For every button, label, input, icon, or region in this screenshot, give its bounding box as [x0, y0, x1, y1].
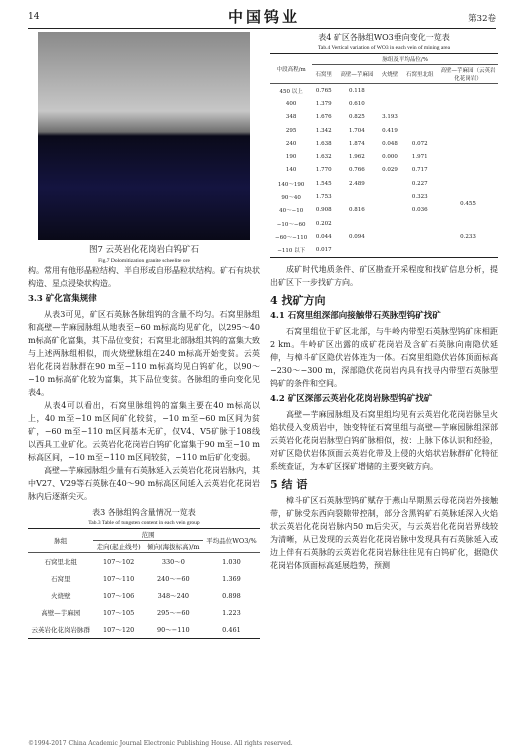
table-cell: 3.193: [382, 114, 398, 121]
table-cell: 190: [285, 154, 297, 161]
left-column: [28, 32, 260, 639]
table-row: [28, 604, 260, 621]
table-cell: [379, 190, 402, 203]
table-cell: 0.419: [382, 127, 398, 134]
table-row: [28, 587, 260, 604]
table-cell: 1.971: [411, 154, 428, 161]
table-cell: 90～40: [281, 195, 301, 202]
copyright-footer: ©1994-2017 China Academic Journal Electronic Publishing House. All rights reserved.: [28, 740, 293, 747]
table-cell: [401, 124, 438, 137]
table-cell: [379, 177, 402, 190]
table3-caption-en: Tab.3 Table of tungsten content in each vein group: [88, 520, 200, 526]
t3-header-strike: 走向(起止线号): [93, 541, 143, 553]
table-cell: 107～110: [102, 575, 135, 583]
table-cell: 140: [285, 167, 297, 174]
table-cell: [379, 244, 402, 258]
table-cell: 0.227: [411, 180, 428, 187]
table-cell: 0.717: [411, 167, 428, 174]
table-cell: 107～102: [102, 558, 135, 566]
section-heading-4-1: 4.1 石窝里组深部向接触带石英脉型钨矿找矿: [270, 310, 441, 321]
table-row: [270, 164, 498, 177]
table-cell: 1.638: [315, 140, 332, 147]
table-cell: 295: [285, 127, 297, 134]
t4-header-col: 高壁—芋麻园: [335, 65, 378, 84]
table-row: [28, 621, 260, 639]
table-cell: 1.632: [315, 154, 332, 161]
table-cell: 1.770: [315, 167, 332, 174]
right-column: [270, 32, 498, 572]
table-cell: [401, 230, 438, 243]
table-row: [270, 150, 498, 163]
table-cell: [401, 244, 438, 258]
merged-cell: 0.233: [460, 233, 476, 240]
t3-header-avg: 平均品位WO3/%: [203, 529, 260, 553]
running-header: [28, 6, 496, 29]
table-row: [270, 137, 498, 150]
table-cell: 0.765: [315, 87, 332, 94]
para-enrichment-3: 高壁—芋麻园脉组少量有石英脉延入云英岩化花岗岩脉内，其中V27、V29等石英脉在40～90 m标高区间延入云英岩化花岗岩脉内后逐渐尖灭。: [28, 466, 260, 501]
table-cell: 2.489: [349, 180, 365, 187]
page-number: 14: [28, 12, 40, 22]
para-enrichment-2: 从表4可以看出，石窝里脉组钨的富集主要在40 m标高以上，40 m至−10 m区间矿化较贫，−10 m至−60 m区间为贫矿，−60 m至−110 m区间基本无矿，仅V4、V5矿脉于108线以西具工业矿化。云英岩化花岗岩白钨矿化富集于90 m至−10 m标高区间，−10 m至−110 m区间较贫，−110 m后矿化变弱。: [28, 401, 260, 462]
table-cell: 140～190: [277, 181, 305, 188]
section-heading-4: 4 找矿方向: [270, 293, 326, 307]
table-cell: 0.048: [382, 140, 398, 147]
table-cell: [438, 84, 498, 98]
table-cell: −110 以下: [277, 248, 306, 255]
table3-caption: 表3 各脉组钨含量情况一览表: [92, 508, 196, 517]
table-cell: 90～−110: [157, 626, 190, 634]
table4-caption: 表4 矿区各脉组WO3垂向变化一览表: [318, 33, 450, 42]
table-row: [270, 97, 498, 110]
table-cell: 1.223: [222, 608, 241, 617]
table-cell: 火烧壁: [50, 592, 71, 600]
table-cell: 0.000: [382, 154, 398, 161]
para-texture: 构。常用有他形晶粒结构、半自形或自形晶粒状结构。矿石有块状构造、星点浸染状构造。: [28, 266, 260, 288]
table-cell: 0.825: [349, 114, 365, 121]
table-cell: 1.379: [315, 100, 332, 107]
para-4-2: 高壁—芋麻园脉组及石窝里组均见有云英岩化花岗岩脉呈火焰状侵入变质岩中，蚀变特征石窝里组与高壁—芋麻园脉组深部云英岩化花岗岩脉型白钨矿脉相似，按：上脉下体认识和经验，对矿区隐伏岩体顶面云英岩化带及上侵的火焰状岩脉群矿化特征系统查证，为本矿区探矿增储的主要突破方向。: [270, 409, 498, 471]
table-cell: 40～−10: [279, 208, 304, 215]
t4-header-col: 火烧壁: [379, 65, 402, 84]
t4-header-group: 脉组及平均品位/%: [312, 54, 498, 65]
ore-photo: [38, 32, 250, 240]
table-cell: [401, 217, 438, 230]
left-body: [28, 264, 260, 503]
merged-cell: 0.455: [460, 200, 476, 207]
table-cell: 1.753: [315, 194, 332, 201]
table-cell: [438, 177, 498, 190]
table4-caption-en: Tab.4 Vertical variation of WO3 in each vein of mining area: [317, 45, 451, 51]
table-cell: 107～105: [102, 609, 135, 617]
table-cell: [401, 84, 438, 98]
table-cell: [438, 150, 498, 163]
table-row: [28, 553, 260, 571]
table-cell: [379, 204, 402, 217]
table-cell: 0.610: [349, 100, 365, 107]
section-heading-5: 5 结 语: [270, 477, 308, 491]
table-cell: 0.766: [349, 167, 365, 174]
table-cell: [438, 164, 498, 177]
table-cell: 348～240: [157, 592, 189, 600]
table-cell: [401, 111, 438, 124]
right-body: [270, 263, 498, 572]
table-cell: 0.072: [411, 140, 428, 147]
table-row: [270, 111, 498, 124]
t3-header-dip: 倾向(海拔标高)/m: [144, 541, 203, 553]
table-row: [270, 217, 498, 230]
table-cell: 450 以上: [279, 88, 303, 95]
table-cell: 0.898: [222, 591, 241, 600]
table-cell: [438, 97, 498, 110]
table-cell: 高壁—芋麻园: [41, 609, 81, 617]
table-cell: [379, 230, 402, 243]
table-cell: 330～0: [161, 558, 185, 566]
table-cell: −10～−60: [276, 221, 306, 228]
table-cell: 1.874: [349, 140, 365, 147]
table-cell: 0.816: [349, 207, 365, 214]
table-cell: [438, 111, 498, 124]
table3: [28, 528, 260, 639]
t4-header-col: 石窝里北组: [401, 65, 438, 84]
table-cell: 1.962: [349, 154, 365, 161]
issue-label: 第32卷: [468, 14, 496, 24]
para-direction-intro: 成矿时代地质条件、矿区勘查开采程度和找矿信息分析，提出矿区下一步找矿方向。: [270, 264, 498, 287]
journal-title: 中国钨业: [228, 8, 301, 26]
table-row: [270, 177, 498, 190]
table-cell: 0.202: [315, 220, 332, 227]
t3-header-group: 脉组: [28, 529, 93, 553]
table-cell: 0.029: [382, 167, 398, 174]
table-cell: [379, 84, 402, 98]
table-cell: 0.094: [349, 233, 365, 240]
table-row: [270, 124, 498, 137]
table-cell: 1.342: [315, 127, 332, 134]
para-enrichment-1: 从表3可见，矿区石英脉各脉组钨的含量不均匀。石窝里脉组和高壁—芋麻园脉组从地表至−60 m标高均见矿化，以295～40 m标高矿化富集，其下品位变贫；石窝里北部脉组其钨的富集大致与上述两脉组相似，而火烧壁脉组在240 m标高开始变贫。云英岩化花岗岩脉群在90 m至−110 m标高均见白钨矿化，以90～−10 m标高矿化较为富集，其下品位变贫。各脉组的垂向变化见表4。: [28, 310, 260, 397]
t4-header-col: 高壁—芋麻园（云英岩化花岗岩）: [438, 65, 498, 84]
table-cell: [335, 190, 378, 203]
table-cell: 0.044: [315, 233, 332, 240]
table-cell: 1.545: [315, 180, 332, 187]
table-cell: 石窝里: [50, 575, 71, 583]
table-cell: [438, 124, 498, 137]
table-cell: [379, 217, 402, 230]
t4-header-col: 石窝里: [312, 65, 335, 84]
table-cell: 107～120: [102, 626, 135, 634]
table-cell: 348: [285, 114, 297, 121]
table-cell: [335, 244, 378, 258]
para-4-1: 石窝里组位于矿区北部，与牛岭内带型石英脉型钨矿床相距2 km。牛岭矿区出露的成矿花岗岩及含矿石英脉向南隐伏延伸，与樟斗矿区隐伏岩体连为一体。石窝里组隐伏岩体顶面标高−230～−300 m，深部隐伏花岗岩内具有找寻内带型石英脉型钨矿的条件和空间。: [270, 326, 498, 388]
table-cell: 295～−60: [157, 609, 190, 617]
table-cell: 1.369: [222, 574, 241, 583]
t3-header-range: 范围: [93, 529, 202, 541]
table-cell: 107～106: [102, 592, 135, 600]
table-cell: 240: [285, 140, 297, 147]
table-row: [28, 570, 260, 587]
table-cell: 400: [285, 100, 297, 107]
table-cell: 云英岩化花岗岩脉群: [31, 626, 90, 634]
table-cell: 0.461: [222, 625, 241, 634]
figure-caption: 图7 云英岩化花岗岩白钨矿石: [88, 245, 200, 255]
figure-caption-en: Fig.7 Dolomitization granite scheelite ore: [98, 258, 190, 264]
table-cell: 0.323: [411, 194, 428, 201]
t4-header-elevation: 中段高程/m: [270, 54, 312, 84]
table4: [270, 53, 498, 258]
table-cell: 0.036: [411, 207, 428, 214]
table-cell: 0.118: [349, 87, 365, 94]
table-cell: 240～−60: [157, 575, 190, 583]
section-heading-4-2: 4.2 矿区深部云英岩化花岗岩脉型钨矿找矿: [270, 393, 433, 404]
table-row: [270, 190, 498, 203]
table-cell: [438, 137, 498, 150]
section-heading-3-3: 3.3 矿化富集规律: [28, 294, 97, 304]
table-cell: 0.908: [315, 207, 332, 214]
table-cell: [379, 97, 402, 110]
table-cell: [335, 217, 378, 230]
table-cell: [401, 97, 438, 110]
table-cell: 1.676: [315, 114, 332, 121]
table-row: [270, 84, 498, 98]
table-cell: −60～−110: [275, 234, 308, 241]
table-cell: 石窝里北组: [44, 558, 77, 566]
para-5: 樟斗矿区石英脉型钨矿赋存于燕山早期黑云母花岗岩外接触带，矿脉受东西向裂隙带控制，部分含黑钨矿石英脉延深入火焰状云英岩化花岗岩脉内50 m后尖灭，与云英岩化花岗岩界线较为清晰，从已发现的云英岩化花岗岩脉中发现具有石英脉延入或边上伴有石英脉的云英岩化花岗岩脉往往见有白钨矿化，据隐伏花岗岩体顶面标高延展趋势，预测: [270, 495, 498, 570]
table-cell: 1.704: [349, 127, 365, 134]
table-cell: 0.017: [315, 247, 332, 254]
table-cell: 1.030: [222, 557, 241, 566]
